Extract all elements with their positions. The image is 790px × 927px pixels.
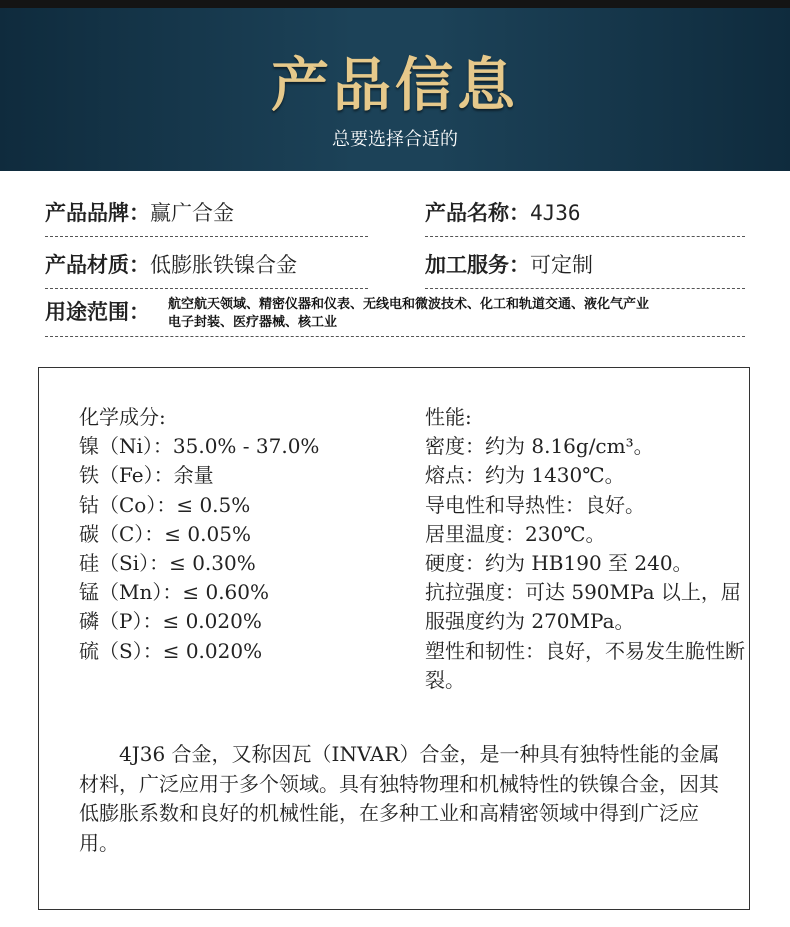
property-item: 居里温度：230℃。 (425, 521, 606, 546)
divider (45, 336, 745, 337)
divider (425, 236, 745, 237)
property-item: 导电性和导热性：良好。 (425, 492, 645, 517)
composition-heading: 化学成分: (79, 405, 166, 429)
composition-column (79, 403, 319, 666)
usage-line: 电子封装、医疗器械、核工业 (168, 315, 338, 330)
top-strip (0, 0, 790, 8)
banner-title: 产品信息 (270, 51, 519, 119)
name-field (425, 197, 581, 227)
service-field (425, 249, 593, 279)
divider (425, 288, 745, 289)
composition-item: 铁（Fe）：余量 (79, 463, 214, 488)
composition-item: 锰（Mn）：≤ 0.60% (79, 580, 270, 605)
composition-item: 碳（C）：≤ 0.05% (79, 521, 251, 546)
property-item: 塑性和韧性：良好，不易发生脆性断裂。 (425, 638, 745, 692)
brand-field (45, 197, 234, 227)
banner (0, 8, 790, 171)
description-paragraph: 4J36 合金，又称因瓦（INVAR）合金，是一种具有独特性能的金属材料，广泛应用于多个领域。具有独特物理和机械特性的铁镍合金，因其低膨胀系数和良好的机械性能，在多种工业和高精密领域中得到广泛应用。 (79, 742, 720, 855)
brand-value: 赢广合金 (150, 201, 234, 225)
property-item: 硬度：约为 HB190 至 240。 (425, 551, 693, 576)
details-panel (38, 367, 750, 910)
divider (45, 236, 368, 237)
usage-label: 用途范围： (45, 300, 150, 324)
usage-text (168, 296, 768, 332)
material-value: 低膨胀铁镍合金 (150, 253, 297, 277)
material-label: 产品材质： (45, 253, 150, 277)
property-item: 密度：约为 8.16g/cm³。 (425, 434, 654, 459)
name-label: 产品名称： (425, 201, 530, 225)
properties-column (425, 403, 745, 695)
composition-item: 磷（P）：≤ 0.020% (79, 609, 262, 634)
properties-heading: 性能: (425, 405, 472, 429)
composition-item: 硅（Si）：≤ 0.30% (79, 551, 256, 576)
banner-subtitle: 总要选择合适的 (332, 129, 458, 150)
property-item: 熔点：约为 1430℃。 (425, 463, 625, 488)
name-value: 4J36 (530, 201, 581, 225)
material-field (45, 249, 297, 279)
composition-item: 镍（Ni）：35.0% - 37.0% (79, 434, 320, 459)
composition-item: 钴（Co）：≤ 0.5% (79, 492, 251, 517)
brand-label: 产品品牌： (45, 201, 150, 225)
usage-line: 航空航天领域、精密仪器和仪表、无线电和微波技术、化工和轨道交通、液化气产业 (168, 297, 650, 312)
service-label: 加工服务： (425, 253, 530, 277)
property-item: 抗拉强度：可达 590MPa 以上，屈服强度约为 270MPa。 (425, 580, 741, 634)
divider (45, 288, 368, 289)
composition-item: 硫（S）：≤ 0.020% (79, 638, 263, 663)
service-value: 可定制 (530, 253, 593, 277)
